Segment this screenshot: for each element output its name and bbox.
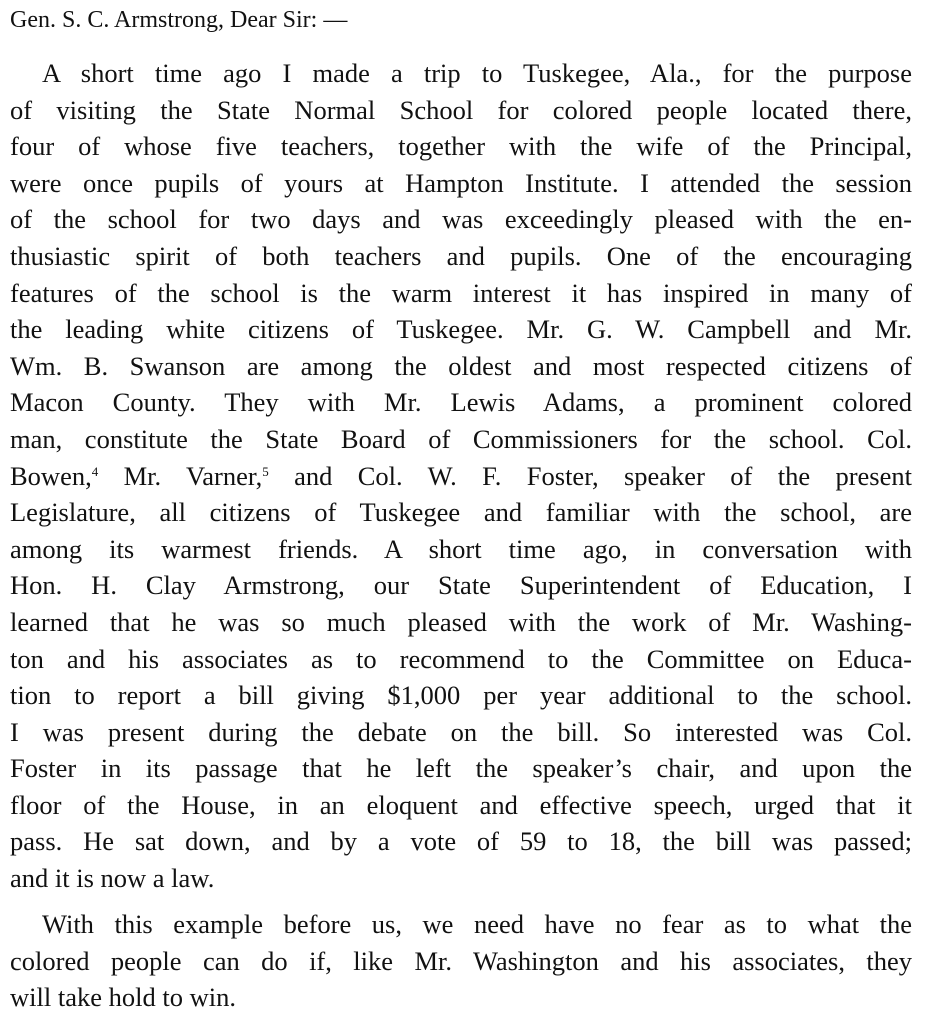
text-line: tion to report a bill giving $1,000 per year additional to the school.: [10, 680, 912, 711]
text-line: floor of the House, in an eloquent and effective speech, urged that it: [10, 789, 912, 820]
text-line: of the school for two days and was exceedingly pleased with the en-: [10, 204, 912, 235]
paragraph-2: [10, 906, 912, 1016]
footnote-marker-5: 5: [262, 463, 269, 479]
text-line: A short time ago I made a trip to Tuskegee, Ala., for the purpose: [42, 58, 912, 88]
text-line: features of the school is the warm interest it has inspired in many of: [10, 277, 912, 308]
text-line: With this example before us, we need have no fear as to what the: [42, 909, 912, 939]
paragraph-1: [10, 55, 912, 897]
text-line: colored people can do if, like Mr. Washington and his associates, they: [10, 945, 912, 976]
text-line: among its warmest friends. A short time ago, in conversation with: [10, 533, 912, 564]
text-line: thusiastic spirit of both teachers and pupils. One of the encouraging: [10, 240, 912, 271]
text-line: ton and his associates as to recommend to the Committee on Educa-: [10, 643, 912, 674]
text-line: learned that he was so much pleased with the work of Mr. Washing-: [10, 606, 912, 637]
text-line: I was present during the debate on the bill. So interested was Col.: [10, 716, 912, 747]
text-line: four of whose five teachers, together with the wife of the Principal,: [10, 131, 912, 162]
text-line: Legislature, all citizens of Tuskegee and familiar with the school, are: [10, 497, 912, 528]
text-line: man, constitute the State Board of Commissioners for the school. Col.: [10, 423, 912, 454]
footnote-marker-4: 4: [91, 463, 99, 479]
text-line: Foster in its passage that he left the speaker’s chair, and upon the: [10, 753, 912, 784]
text-segment: Mr. Varner,: [98, 460, 263, 491]
text-line: and it is now a law.: [10, 863, 215, 894]
text-line: Hon. H. Clay Armstrong, our State Superintendent of Education, I: [10, 570, 912, 601]
text-segment: Bowen,: [10, 460, 92, 491]
text-line: the leading white citizens of Tuskegee. Mr. G. W. Campbell and Mr.: [10, 314, 912, 345]
text-line-with-footnotes: [10, 458, 912, 495]
salutation: Gen. S. C. Armstrong, Dear Sir: —: [10, 7, 348, 33]
text-line: of visiting the State Normal School for colored people located there,: [10, 94, 912, 125]
text-line: were once pupils of yours at Hampton Institute. I attended the session: [10, 167, 912, 198]
text-line: will take hold to win.: [10, 982, 236, 1013]
text-line: pass. He sat down, and by a vote of 59 to 18, the bill was passed;: [10, 826, 912, 857]
text-line: Macon County. They with Mr. Lewis Adams, a prominent colored: [10, 387, 912, 418]
text-segment: and Col. W. F. Foster, speaker of the present: [268, 460, 912, 491]
text-line: Wm. B. Swanson are among the oldest and most respected citizens of: [10, 350, 912, 381]
